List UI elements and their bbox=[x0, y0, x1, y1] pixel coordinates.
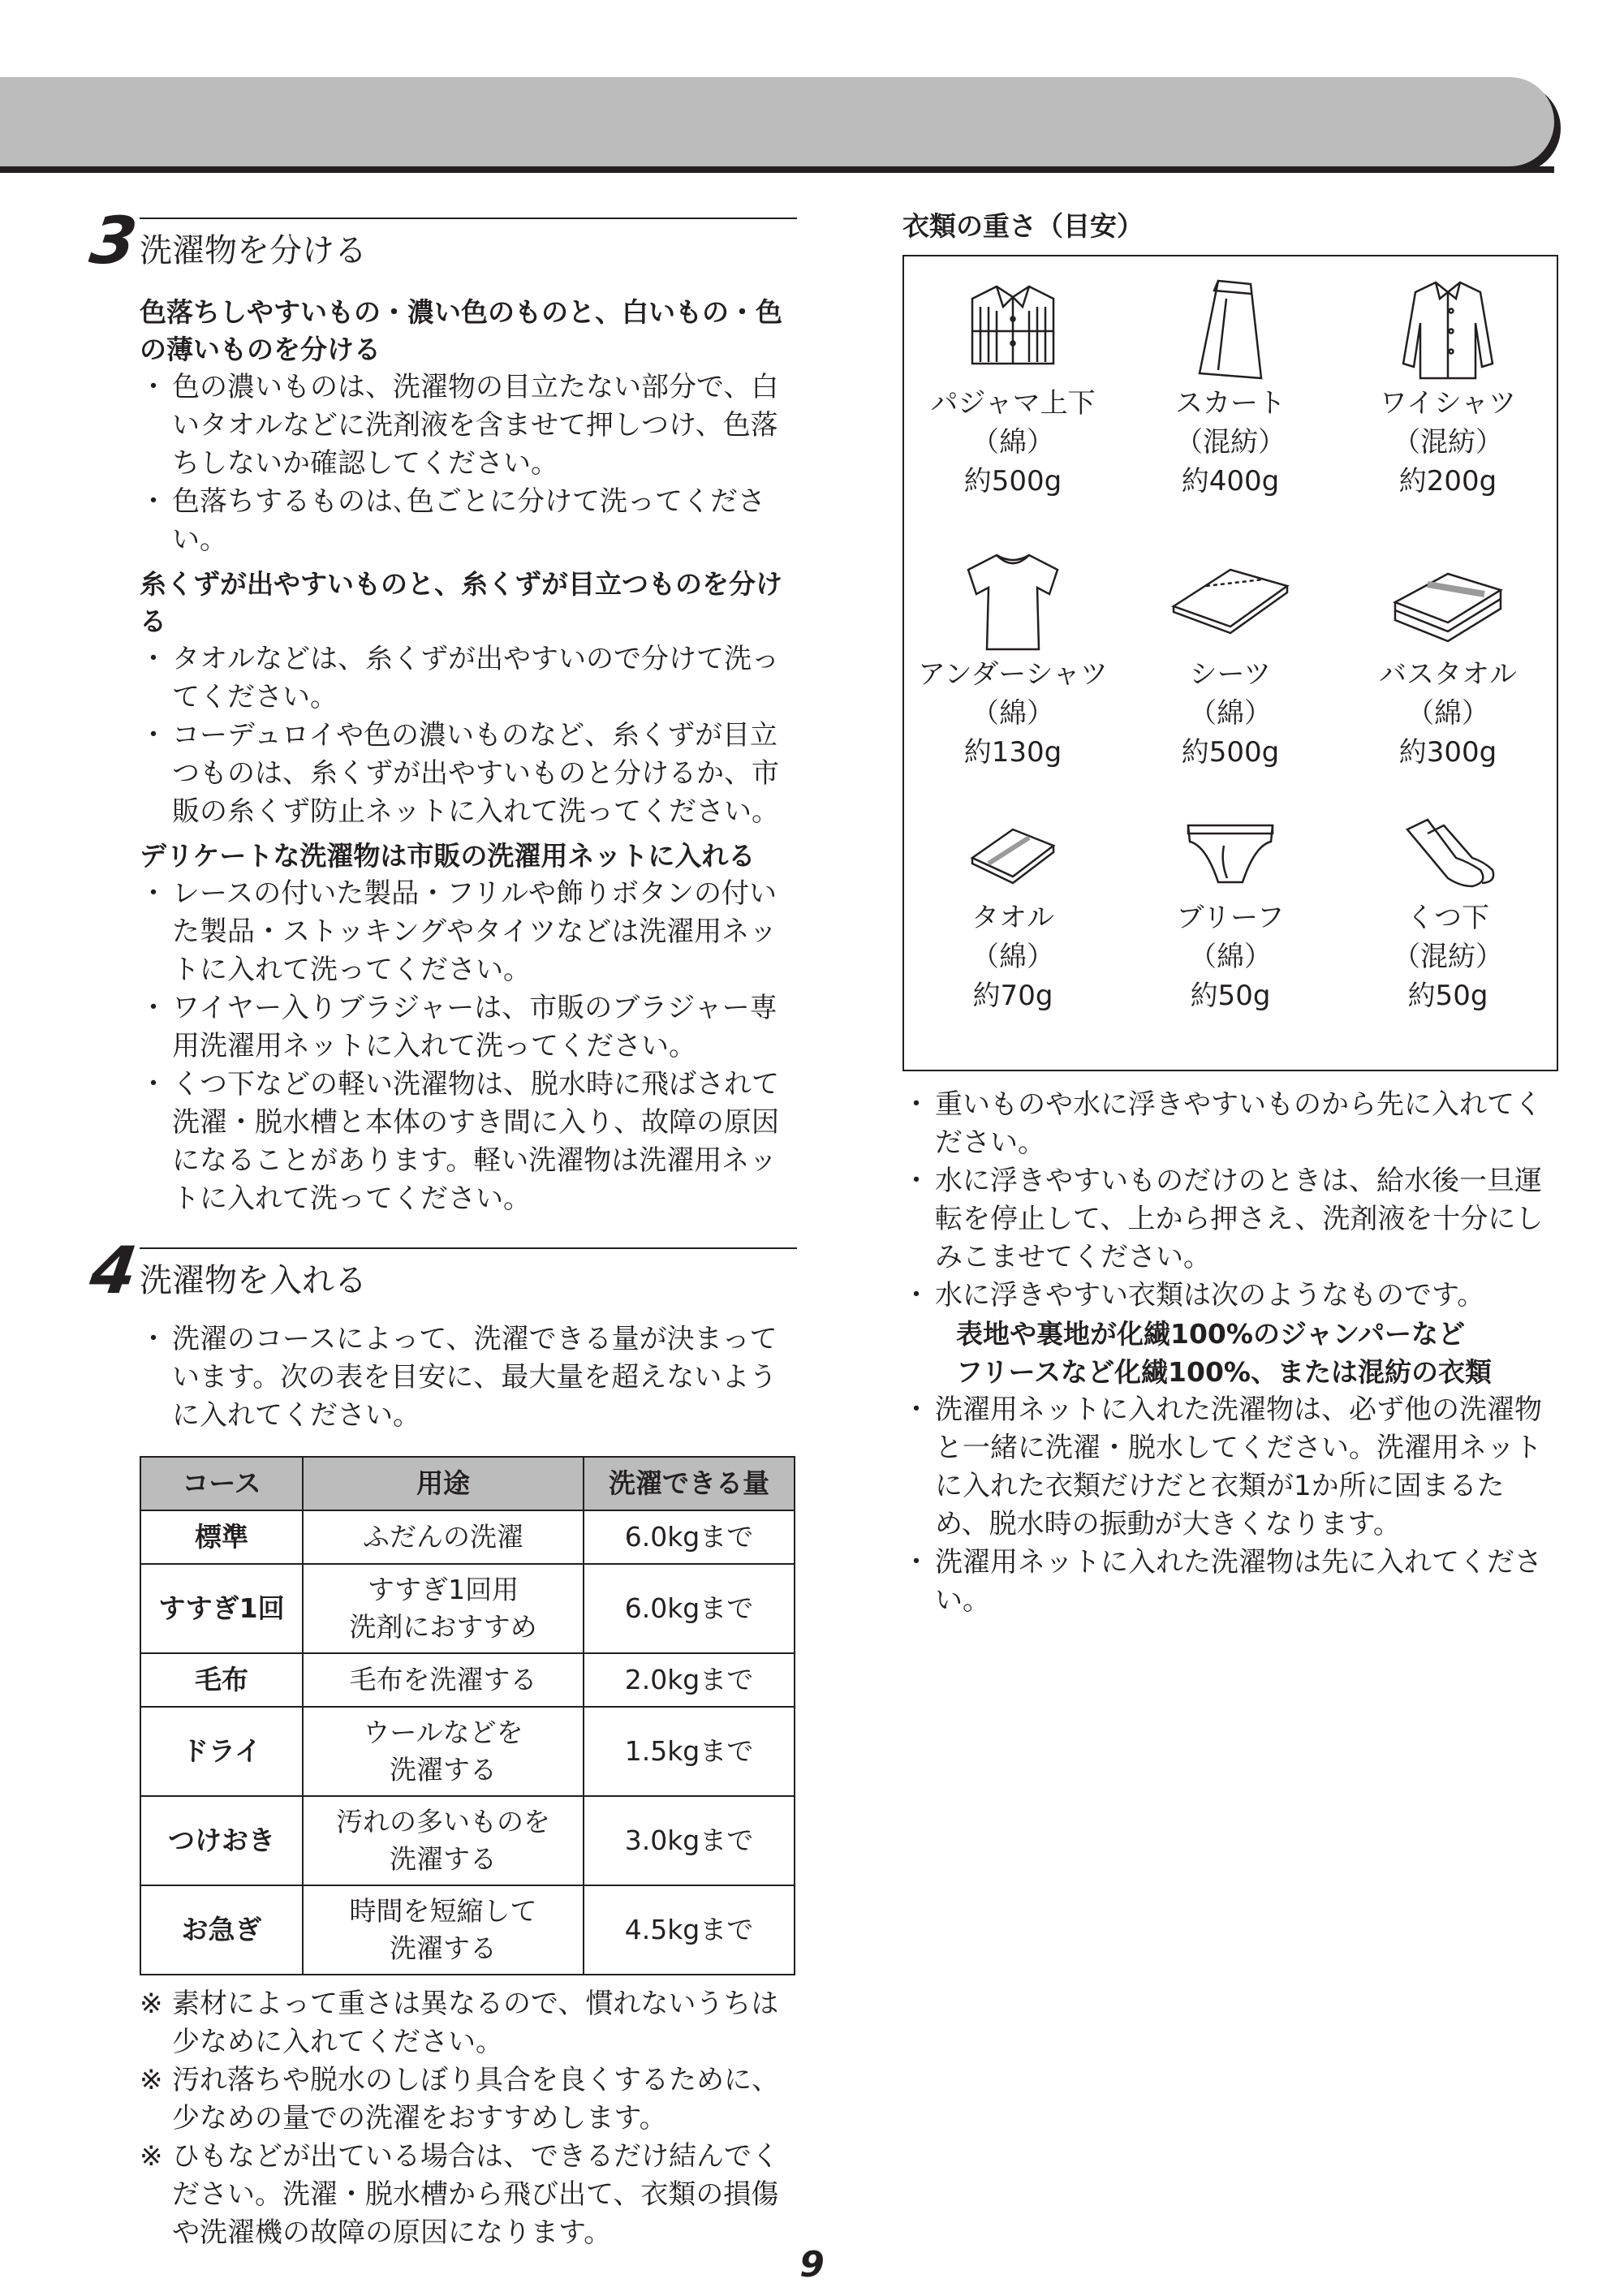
clothing-name: アンダーシャツ bbox=[918, 658, 1108, 691]
bullet-list bbox=[140, 368, 797, 559]
use-line: 洗濯する bbox=[390, 1754, 497, 1786]
use-line: すすぎ1回用 bbox=[367, 1574, 519, 1605]
clothing-weight: 約130g bbox=[963, 736, 1062, 769]
clothing-name: パジャマ上下 bbox=[930, 387, 1096, 420]
left-column bbox=[85, 203, 797, 2252]
amount-cell: 3.0kgまで bbox=[584, 1796, 795, 1885]
right-column bbox=[902, 211, 1558, 1620]
table-row bbox=[140, 1796, 795, 1885]
section-heading: デリケートな洗濯物は市販の洗濯用ネットに入れる bbox=[140, 840, 756, 872]
towel-icon bbox=[956, 813, 1070, 898]
clothing-item bbox=[904, 813, 1122, 1015]
table-header: 用途 bbox=[303, 1457, 584, 1510]
section-heading: 糸くずが出やすいものと、糸くずが目立つものを分ける bbox=[140, 568, 782, 637]
use-cell bbox=[303, 1707, 584, 1796]
use-line: ふだんの洗濯 bbox=[363, 1521, 523, 1553]
clothing-item bbox=[1339, 545, 1557, 772]
use-cell bbox=[303, 1564, 584, 1653]
clothing-weight: 約300g bbox=[1398, 736, 1497, 769]
note-text: ひもなどが出ている場合は、できるだけ結んでください。洗濯・脱水槽から飛び出て、衣類の損傷や洗濯機の故障の原因になります。 bbox=[172, 2140, 779, 2249]
list-item: ・ レースの付いた製品・フリルや飾りボタンの付いた製品・ストッキングやタイツなどは洗濯用ネットに入れて洗ってください。 bbox=[140, 875, 797, 989]
list-item: ・ 水に浮きやすいものだけのときは、給水後一旦運転を停止して、上から押さえ、洗剤液を十分にしみこませてください。 bbox=[902, 1162, 1558, 1277]
list-item: ・ コーデュロイや色の濃いものなど、糸くずが目立つものは、糸くずが出やすいものと分けるか、市販の糸くず防止ネットに入れて洗ってください。 bbox=[140, 717, 797, 831]
page-number: 9 bbox=[799, 2244, 825, 2285]
pajamas-icon bbox=[956, 274, 1070, 384]
table-row bbox=[140, 1885, 795, 1975]
list-item: ・ 洗濯用ネットに入れた洗濯物は先に入れてください。 bbox=[902, 1544, 1558, 1620]
clothing-item bbox=[1122, 274, 1339, 501]
use-line: 汚れの多いものを bbox=[336, 1806, 550, 1837]
list-item: ・ 洗濯用ネットに入れた洗濯物は、必ず他の洗濯物と一緒に洗濯・脱水してください。洗濯用ネットに入れた衣類だけだと衣類が1か所に固まるため、脱水時の振動が大きくなります。 bbox=[902, 1391, 1558, 1544]
clothing-weight: 約70g bbox=[972, 980, 1053, 1012]
weights-title: 衣類の重さ（目安） bbox=[902, 210, 1144, 242]
socks-icon bbox=[1391, 813, 1505, 898]
clothing-weight: 約50g bbox=[1190, 980, 1271, 1012]
clothing-weight: 約50g bbox=[1407, 980, 1488, 1012]
list-item: ・ くつ下などの軽い洗濯物は、脱水時に飛ばされて洗濯・脱水槽と本体のすき間に入り、故障の原因になることがあります。軽い洗濯物は洗濯用ネットに入れて洗ってください。 bbox=[140, 1066, 797, 1218]
clothing-item bbox=[1339, 813, 1557, 1015]
course-cell: お急ぎ bbox=[140, 1885, 303, 1975]
table-header: コース bbox=[140, 1457, 303, 1510]
step-3-heading bbox=[85, 203, 797, 278]
clothing-material: （混紡） bbox=[1393, 426, 1503, 459]
use-line: 毛布を洗濯する bbox=[349, 1664, 537, 1695]
course-table bbox=[140, 1456, 795, 1975]
table-header-row bbox=[140, 1457, 795, 1510]
step-4-heading bbox=[85, 1233, 797, 1308]
step-rule bbox=[140, 218, 797, 219]
use-cell bbox=[303, 1885, 584, 1975]
list-item: ・ 水に浮きやすい衣類は次のようなものです。 bbox=[902, 1277, 1558, 1315]
clothing-name: ブリーフ bbox=[1176, 902, 1285, 934]
course-cell: つけおき bbox=[140, 1796, 303, 1885]
bullet-list bbox=[140, 1320, 797, 1435]
note-mark: ※ bbox=[140, 2140, 163, 2173]
clothing-material: （混紡） bbox=[1175, 426, 1286, 459]
clothing-weights-box bbox=[902, 255, 1558, 1071]
briefs-icon bbox=[1174, 813, 1287, 898]
use-cell bbox=[303, 1653, 584, 1707]
note-text: 汚れ落ちや脱水のしぼり具合を良くするために、少なめの量での洗濯をおすすめします。 bbox=[172, 2064, 779, 2134]
step-title: 洗濯物を入れる bbox=[140, 1262, 367, 1299]
amount-cell: 2.0kgまで bbox=[584, 1653, 795, 1707]
amount-cell: 4.5kgまで bbox=[584, 1885, 795, 1975]
clothing-name: ワイシャツ bbox=[1379, 387, 1517, 420]
step-rule bbox=[140, 1247, 797, 1249]
header-band bbox=[0, 77, 1554, 166]
skirt-icon bbox=[1174, 274, 1287, 384]
clothing-name: バスタオル bbox=[1379, 658, 1517, 691]
use-cell bbox=[303, 1796, 584, 1885]
clothing-item bbox=[1122, 813, 1339, 1015]
course-cell: ドライ bbox=[140, 1707, 303, 1796]
clothing-material: （綿） bbox=[1406, 697, 1489, 730]
use-line: ウールなどを bbox=[363, 1717, 523, 1748]
note-mark: ※ bbox=[140, 2064, 163, 2096]
use-line: 洗濯する bbox=[390, 1932, 497, 1964]
clothing-weight: 約500g bbox=[963, 465, 1062, 498]
emphasis-line: 表地や裏地が化繊100%のジャンパーなど bbox=[956, 1318, 1465, 1350]
undershirt-icon bbox=[956, 545, 1070, 655]
list-item: ・ ワイヤー入りブラジャーは、市販のブラジャー専用洗濯用ネットに入れて洗ってください。 bbox=[140, 989, 797, 1066]
list-item: ・ 重いものや水に浮きやすいものから先に入れてください。 bbox=[902, 1086, 1558, 1162]
clothing-item bbox=[904, 545, 1122, 772]
note-item bbox=[140, 2061, 797, 2138]
list-item: ・ タオルなどは、糸くずが出やすいので分けて洗ってください。 bbox=[140, 640, 797, 717]
bath-towel-icon bbox=[1383, 545, 1513, 655]
note-mark: ※ bbox=[140, 1988, 163, 2020]
clothing-material: （綿） bbox=[971, 426, 1054, 459]
amount-cell: 1.5kgまで bbox=[584, 1707, 795, 1796]
list-item: ・ 色落ちするものは､色ごとに分けて洗ってください。 bbox=[140, 483, 797, 559]
clothing-weight: 約200g bbox=[1398, 465, 1497, 498]
sheet-icon bbox=[1165, 545, 1295, 655]
step-title: 洗濯物を分ける bbox=[140, 232, 367, 269]
bullet-list bbox=[140, 875, 797, 1218]
course-cell: 毛布 bbox=[140, 1653, 303, 1707]
clothing-name: タオル bbox=[971, 902, 1054, 934]
section-heading: 色落ちしやすいもの・濃い色のものと、白いもの・色の薄いものを分ける bbox=[140, 296, 782, 365]
list-item: ・ 洗濯のコースによって、洗濯できる量が決まっています。次の表を目安に、最大量を超えないように入れてください。 bbox=[140, 1320, 797, 1435]
clothing-weight: 約400g bbox=[1181, 465, 1280, 498]
clothing-weight: 約500g bbox=[1181, 736, 1280, 769]
course-cell: すすぎ1回 bbox=[140, 1564, 303, 1653]
clothing-material: （綿） bbox=[1189, 941, 1272, 973]
amount-cell: 6.0kgまで bbox=[584, 1510, 795, 1564]
amount-cell: 6.0kgまで bbox=[584, 1564, 795, 1653]
bullet-list bbox=[140, 640, 797, 831]
step-number: 4 bbox=[85, 1233, 142, 1308]
note-text: 素材によって重さは異なるので、慣れないうちは少なめに入れてください。 bbox=[172, 1988, 779, 2058]
step-number: 3 bbox=[85, 203, 142, 278]
clothing-material: （綿） bbox=[971, 697, 1054, 730]
note-item bbox=[140, 1985, 797, 2061]
clothing-item bbox=[904, 274, 1122, 501]
course-cell: 標準 bbox=[140, 1510, 303, 1564]
clothing-name: くつ下 bbox=[1406, 902, 1489, 934]
use-cell bbox=[303, 1510, 584, 1564]
clothing-name: シーツ bbox=[1189, 658, 1272, 691]
use-line: 時間を短縮して bbox=[349, 1895, 537, 1927]
table-row bbox=[140, 1707, 795, 1796]
clothing-material: （混紡） bbox=[1393, 941, 1503, 973]
clothing-material: （綿） bbox=[971, 941, 1054, 973]
note-item bbox=[140, 2138, 797, 2252]
table-row bbox=[140, 1564, 795, 1653]
bullet-list bbox=[902, 1086, 1558, 1315]
emphasis-line: フリースなど化繊100%、または混紡の衣類 bbox=[956, 1356, 1492, 1388]
note-list bbox=[140, 1985, 797, 2252]
bullet-list bbox=[902, 1391, 1558, 1620]
use-line: 洗剤におすすめ bbox=[349, 1611, 537, 1643]
table-row bbox=[140, 1653, 795, 1707]
step-4-body bbox=[140, 1320, 797, 2252]
table-row bbox=[140, 1510, 795, 1564]
table-header: 洗濯できる量 bbox=[584, 1457, 795, 1510]
clothing-name: スカート bbox=[1175, 387, 1286, 420]
list-item: ・ 色の濃いものは、洗濯物の目立たない部分で、白いタオルなどに洗剤液を含ませて押しつけ、色落ちしないか確認してください。 bbox=[140, 368, 797, 483]
step-3-body bbox=[140, 294, 797, 1218]
clothing-item bbox=[1122, 545, 1339, 772]
dress-shirt-icon bbox=[1391, 274, 1505, 384]
clothing-item bbox=[1339, 274, 1557, 501]
clothing-material: （綿） bbox=[1189, 697, 1272, 730]
use-line: 洗濯する bbox=[390, 1843, 497, 1875]
